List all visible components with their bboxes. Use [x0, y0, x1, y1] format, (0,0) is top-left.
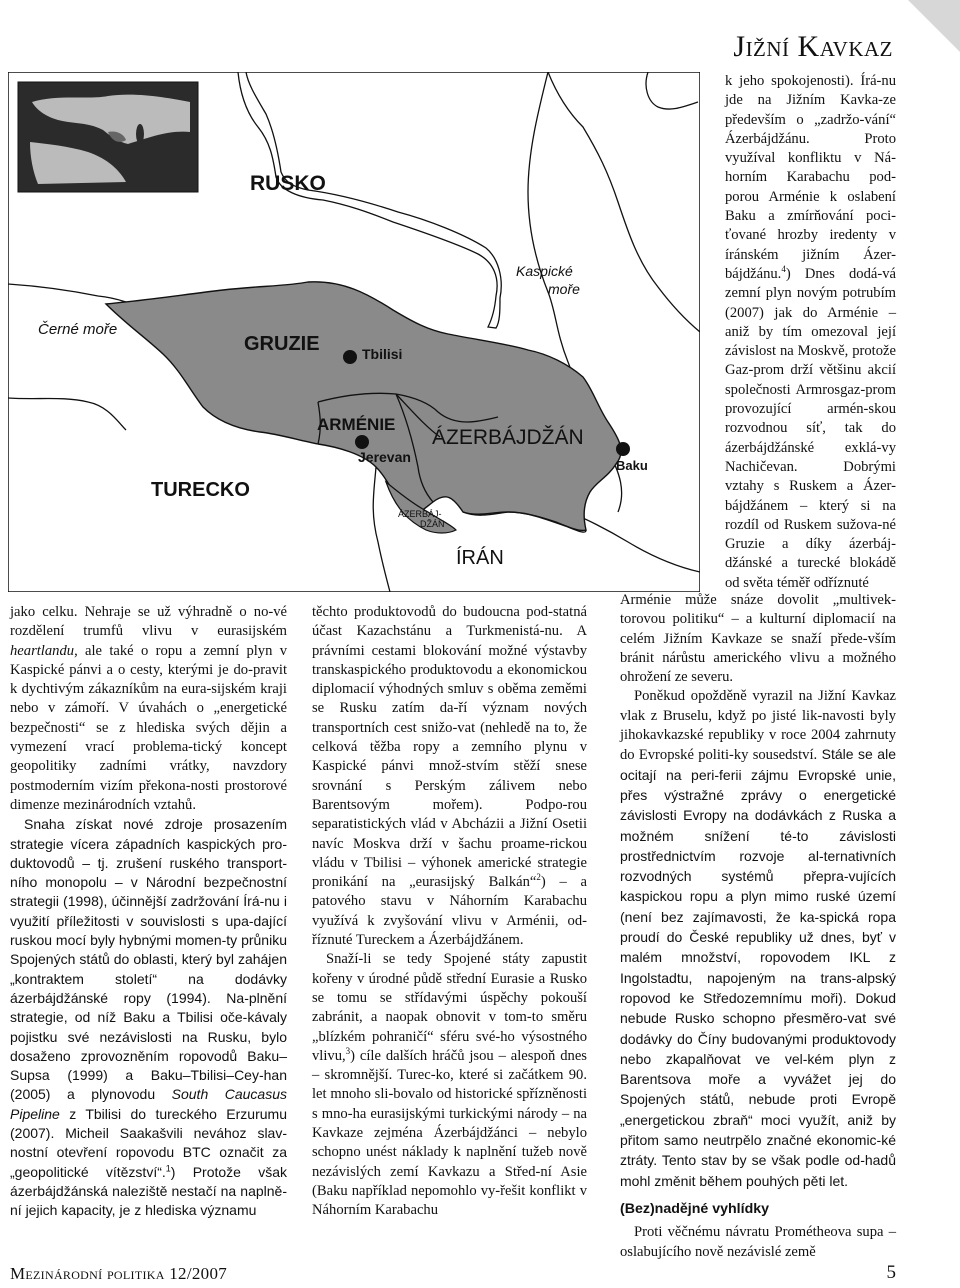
yerevan-marker — [355, 435, 369, 449]
inset-locator-map — [18, 82, 198, 192]
label-iran: ÍRÁN — [456, 547, 504, 569]
subheading: (Bez)nadějné vyhlídky — [620, 1200, 770, 1217]
label-russia: RUSKO — [250, 172, 326, 195]
col3b-paragraph-3: Proti věčnému návratu Prométheova supa – oslabujícího nově nezávislé země — [620, 1224, 896, 1260]
label-black-sea: Černé moře — [38, 321, 118, 338]
label-baku: Baku — [616, 458, 648, 473]
label-turkey: TURECKO — [151, 479, 250, 501]
map-svg — [8, 72, 700, 592]
label-tbilisi: Tbilisi — [362, 346, 403, 362]
label-azerbaijan: ÁZERBÁJDŽÁN — [432, 426, 584, 449]
col1-paragraph-2: Snaha získat nové zdroje prosazením strategie vícera západních kaspických pro-duktovodů – tj. zrušení ruského transport-ního monopolu – v Národní bezpečnostní strategii (1998), účinnější zadržování Írá-nu i využití příležitosti v souvislosti s upa-dající ruskou mocí byly hybnými momen-ty průniku Spojených států do oblasti, který byl zahájen „kontraktem století“ na dodávky ázerbájdžánské ropy (1994). Na-plnění strategie, od níž Baku a Tbilisi oče-kávaly pojistku své nezávislosti na Rusku, bylo dosaženo zprovozněním ropovodů Baku–Supsa (1999) a Baku–Tbilisi–Cey-han (2005) a plynovodu South Caucasus Pipeline z Tbilisi do tureckého Erzurumu (2007). Micheil Saakašvili nevához slav-nostní otevření ropovodu BTC označit za „geopolitické vítězství“.$^1$) Protože však ázerbájdžánská naleziště nestačí na naplně-ní jejich kapacity, je z hlediska významu — [10, 816, 287, 1219]
col3a-paragraph-1: k jeho spokojenosti). Írá-nu jde na Jižním Kavka-ze především o „zadržo-vání“ Ázerbájdžánu. Proto využíval konfliktu v Ná-horním Karabachu pod-porou Arménie k oslabení Baku a zmírňování poci-ťované hrozby iredenty v íránském jižním Ázer-bájdžánu.$^4$) Dnes dodá-vá zemní plyn novým potrubím (2007) jak do Arménie – aniž by tím omezoval její závislost na Moskvě, protože Gaz-prom drží většinu akcií společnosti Armrosgaz-prom provozující armén-skou rozvodnou síť, tak do ázerbájdžánské exklá-vy Nachičevan. Dobrými vztahy s Ruskem a Ázer-bájdžánem – který si na rozdíl od Ruskem sužova-né Gruzie a díky ázerbáj-džánské a turecké blokádě od světa téměř odříznuté — [725, 73, 896, 591]
text-column-1 — [10, 603, 287, 1221]
text-column-2 — [312, 603, 587, 1221]
label-caspian-1: Kaspické — [516, 263, 573, 279]
tbilisi-marker — [343, 350, 357, 364]
col2-paragraph-1: těchto produktovodů do budoucna pod-statná účast Kazachstánu a Turkmenistá-nu. A právními cestami blokování možné výstavby transkaspického produktovodu a ekonomickou diplomacií výhodných smluv s oběma zeměmi se Rusku zatím da-ří význam nových transportních cest snižo-vat (nehledě na to, že celková těžba ropy a zemního plynu v Kaspické pánvi množ-stvím stěží snese srovnání s Perským zálivem nebo Barentsovým mořem). Podpo-rou separatistických vlád v Abcházii a Jižní Osetii navíc Moskva drží v šachu proame-rickou vládu v Tbilisi – výhonek americké strategie pronikání na „eurasijský Balkán“$^2$) – a patového stavu v Náhorním Karabachu využívá k zvyšování vlivu v Arménii, od-říznuté Tureckem a Ázerbájdžánem. — [312, 604, 587, 949]
col2-paragraph-2: Snaží-li se tedy Spojené státy zapustit kořeny v úrodné půdě střední Eurasie a Rusko se tomu se střídavými úspěchy pokouší zabránit, a naopak obnovit v tom-to směru „blízkém pohraničí“ sféru své-ho výsostného vlivu,$^3$) cíle dalších hráčů jsou – alespoň dnes – skromnější. Turec-ko, které si začátkem 90. let mnoho sli-bovalo od historické spřízněnosti s mno-ha eurasijskými turkickými národy – na Kavkaze zejména Ázerbájdžánci – nebylo schopno unést náklady k naplnění tužeb nově nezávislých zemí Kavkazu a Střed-ní Asie (Baku například nepomohlo vy-řešit konflikt v Náhorním Karabachu — [312, 951, 587, 1219]
label-nakhchivan-2: DŽÁN — [420, 519, 445, 529]
text-column-3-upper — [725, 72, 896, 593]
text-column-3-lower — [620, 591, 896, 1262]
label-armenia: ARMÉNIE — [317, 415, 396, 434]
caucasus-map — [8, 72, 700, 592]
label-caspian-2: moře — [548, 281, 580, 297]
col1-paragraph-1: jako celku. Nehraje se už výhradně o no-vé rozdělení trumfů vlivu v eurasijském heartlandu, ale také o ropu a zemní plyn v Kaspické pánvi a o cesty, kterými je do-pravit k dychtivým zákazníkům na eura-sijském kraji nebo v zámoří. V úvahách o „energetické bezpečnosti“ se z hlediska svých dějin a vymezení vrací problema-tický koncept geopolitiky zadními vrátky, navzdory postmoderním vizím překona-nosti prostorové dimenze mezinárodních vztahů. — [10, 604, 287, 813]
col3b-paragraph-2: Poněkud opožděně vyrazil na Jižní Kavkaz vlak z Bruselu, když po jisté lik-navosti byly jihokavkazské republiky v roce 2004 zahrnuty do Evropské politi-ky sousedství. Stále se ale ocitají na peri-ferii zájmu Evropské unie, přes výstražné zprávy o energetické závislosti Evropy na dodávkách z Ruska a možném snížení té-to závislosti prostřednictvím rozvoje al-ternativních rozvodných systémů přepra-vujících kaspickou ropu a plyn mimo ruské území (není bez zajímavosti, že ka-spická ropa proudí do České republiky už dnes, byť v malém množství, ropovodem IKL z Ingolstadtu, napojeným na trans-alpský ropovod ke Středozemnímu moři). Dokud nebude Rusko schopno přesměro-vat své dodávky do Číny budovanými produktovody nebo zkapalňovat ve vel-kém plyn z Barentsova moře a vyvážet jej do Spojených států, nebude proti Evropě „energetickou zbraň“ moci využít, aniž by přitom samo neutrpělo značné ekonomic-ké ztráty. Tento stav by se však podle od-hadů mohl změnit během pouhých pěti let. — [620, 688, 896, 1189]
label-yerevan: Jerevan — [358, 449, 411, 465]
label-georgia: GRUZIE — [244, 333, 320, 355]
section-title: Jižní Kavkaz — [733, 30, 893, 63]
journal-footer: Mezinárodní politika 12/2007 — [10, 1264, 228, 1283]
page-number: 5 — [886, 1262, 896, 1283]
col3b-paragraph-1: Arménie může snáze dovolit „multivek-torovou politiku“ – a kulturní diplomacií na celém Jižním Kavkaze se snaží přede-vším bránit nárůstu amerického vlivu a možného ohrožení ze severu. — [620, 592, 896, 686]
baku-marker — [616, 442, 630, 456]
page-corner — [908, 0, 960, 52]
label-nakhchivan-1: ÁZERBÁJ- — [398, 509, 442, 519]
